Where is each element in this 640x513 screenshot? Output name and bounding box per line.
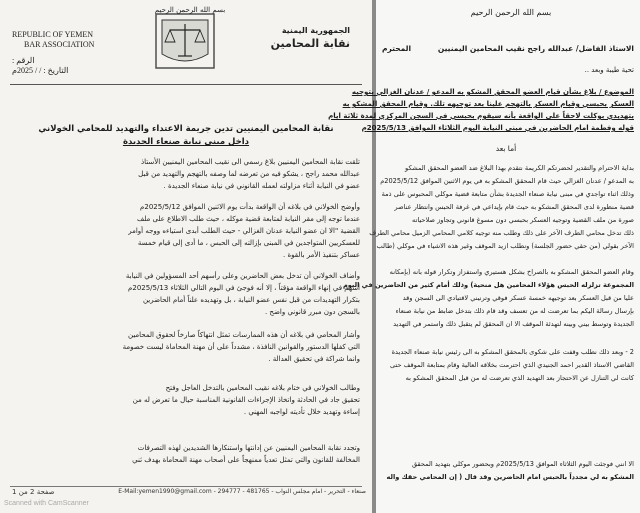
- body-line: وأضاف الخولاني أن تدخل بعض الحاضرين وعلى رأسهم أحد المسؤولين في النيابة: [125, 272, 360, 280]
- body-line: بالسجن دون مبرر قانوني واضح .: [264, 308, 360, 316]
- header-en-org: BAR ASSOCIATION: [24, 40, 95, 49]
- footer-divider: [10, 486, 362, 487]
- body-line: القضية "الا ان عضو النيابة عدنان الغزالي - حيث الطلب أبدى استياءه ووجه أوامر: [128, 227, 360, 235]
- letter-addressee: الاستاذ الفاضل/ عبدالله راجح نقيب المحامين اليمنيين: [437, 44, 634, 53]
- header-ar-country: الجمهورية اليمنية: [281, 26, 350, 35]
- bar-association-emblem-icon: [150, 10, 220, 72]
- letter-body-line: القاضي الاستاذ القدير احمد الجنيدي الذي احترمت بخلاقه العالية وقام بمتابعة الموقف حتى: [390, 361, 634, 369]
- body-line: وأشار المحامي في بلاغه أن هذه الممارسات تمثل انتهاكاً صارخاً لحقوق المحامين: [127, 331, 360, 339]
- letter-basmala: بسم الله الرحمن الرحيم: [470, 8, 552, 17]
- letter-body-line: الجديدة وتوسط بيني وبينه لتهدئة الموقف الا ان المحقق لم يتقبل ذلك واستمر في التهديد: [393, 320, 634, 328]
- letter-greeting: تحية طيبة وبعد ..: [584, 66, 634, 74]
- press-title-line-2: داخل مبنى نيابة صنعاء الجديدة: [122, 137, 250, 147]
- body-line: وطالب الخولاني في ختام بلاغه نقيب المحامين بالتدخل العاجل وفتح: [165, 384, 360, 392]
- subject-line: العسكر بحبسي وقيام العسكر بالتهجم علينا بعد توجيهه تلك. وقيام المحقق المشكو به: [342, 100, 634, 108]
- body-line: للعسكريين المتواجدين في المبنى بإزالته إلى الحبس ، ما أدى إلى قيام خمسة: [137, 239, 360, 247]
- letter-body-line: وقام العضو المحقق المشكو به بالصراخ بشكل هستيري واستفزاز وتكرار قوله بانه (بإمكانه: [389, 268, 634, 276]
- letter-body-line: بإرسال رسالة اليكم بما تعرضت له من تعسف وقد قام ذلك بتدخل ضابط من نيابة صنعاء: [395, 307, 634, 315]
- body-line: عساكر بتنفيذ الأمر بالقوة .: [283, 251, 360, 259]
- header-ar-org: نقابة المحامين: [270, 37, 350, 50]
- letter-body-line: قضية منظورة لدى المحقق المشكو به حيث قام بإيداعي في غرفة الحبس وانتظار عناصر: [394, 203, 634, 211]
- camscanner-watermark: Scanned with CamScanner: [4, 500, 89, 507]
- ref-label: الرقم :: [12, 56, 35, 65]
- right-document-page: [328, 0, 640, 513]
- page-number: صفحة 2 من 1: [12, 488, 55, 496]
- letter-body-line: ذلك تدخل محامي الطرف الآخر على ذلك وطلب منه توجيه كلامي المحامي الزميل محامي الطرف: [369, 229, 634, 237]
- letter-salutation: أما بعد: [495, 144, 517, 153]
- body-line: عبدالله محمد راجح ، يشكو فيه من تعرضه لما وصفه بالتهجم والتهديد من قبل: [138, 170, 360, 178]
- letter-body-line: الا انني فوجئت اليوم الثلاثاء الموافق 2025/5/13م وبحضور موكلي بتهديد المحقق: [412, 460, 634, 468]
- subject-line: بتهديدي بوكلت لاحقاً على الواقعة بأنه سيقوم بحبسي في السجن المركزي لمدة ثلاثة ايام: [328, 112, 634, 120]
- letter-body-line: عليا من قبل العسكر بعد توجيهه خمسة عسكر فوقي وترنيني لاقتيادي الى السجن وقد: [402, 294, 634, 302]
- body-line: وتجدد نقابة المحامين اليمنيين عن إدانتها واستنكارها الشديدين لهذه التصرفات: [137, 444, 360, 452]
- body-line: إساءة وتهديد خلال تأديته لواجبه المهني .: [243, 408, 360, 416]
- body-line: عندما توجه إلى مقر النيابة لمتابعة قضية موكله ، حيث طلب الاطلاع على ملف: [136, 215, 360, 223]
- header-basmala: بسم الله الرحمن الرحيم: [154, 6, 226, 14]
- letter-body-line: به المدعو / عدنان الغزالي حيث قام المحقق المشكو به في يوم الاثنين الموافق 2025/5/12م: [380, 177, 634, 185]
- subject-line: الموضوع / بلاغ بشأن قيام العضو المحقق المشكو به المدعو / عدنان الغزالي بتوجيه: [351, 88, 634, 96]
- header-en-country: REPUBLIC OF YEMEN: [12, 30, 94, 39]
- letter-body-line: المجموعة تزلزله الحبس هؤلاء المحامين هل منحية) وذلك أمام كثير من الحاضرين في اليوم: [342, 281, 634, 289]
- letter-body-line: المشكو به لي مجدداً بالحبس امام الحاضرين وقد قال ( إن المحامي حقك واله: [386, 473, 634, 481]
- body-line: بتكرار التهديدات من قبل نفس عضو النيابة ، بل وتهديده علناً أمام الحاضرين: [142, 296, 360, 304]
- letter-body-line: كانت لي التنازل عن الاحتجاز بعد التهديد الذي تعرضت له من قبل المحقق المشكو به: [405, 374, 634, 382]
- footer-contact: صنعاء - التحرير - امام مجلس النواب - E-Mail:yemen1990@gmail.com - 294777 - 481765: [118, 488, 366, 495]
- body-line: تلقت نقابة المحامين اليمنيين بلاغ رسمي الى نقيب المحامين اليمنيين الأستاذ: [141, 158, 360, 166]
- body-line: المخالفة للقانون والتي تمثل تعدياً ممنهجاً على أصحاب مهنة المحاماة بهدف ثني: [132, 456, 360, 464]
- letter-body-line: وذلك اثناء تواجدي في مبنى نيابة صنعاء الجديدة بشأن متابعة قضية موكلي المحبوس على ذمة: [381, 190, 634, 198]
- letter-body-line: بداية الاحترام والتقدير لحضرتكم الكريمة نتقدم بهذا البلاغ ضد العضو المحقق المشكو: [405, 164, 634, 172]
- subject-line: قوله وفطمة امام الحاضرين في مبنى النيابة اليوم الثلاثاء الموافق 2025/5/13م: [361, 124, 634, 132]
- body-line: عضو في النيابة أثناء مزاولته لعمله القانوني في نيابة صنعاء الجديدة .: [163, 182, 360, 190]
- body-line: تحقيق جاد في الحادثة واتخاذ الإجراءات القانونية المناسبة حيال ما تعرض له من: [132, 396, 360, 404]
- date-label: التاريخ : / / 2025م: [12, 66, 69, 75]
- letter-body-line: 2 - وبعد ذلك نطلب وقفت على شكوى بالمحقق المشكو به الى رئيس نيابة صنعاء الجديدة: [391, 348, 634, 356]
- header-divider: [10, 84, 362, 85]
- press-title-line-1: نقابة المحامين اليمنيين تدين جريمة الاعتداء والتهديد للمحامي الخولاني: [38, 124, 334, 134]
- letter-body-line: صورة من ملف القضية وتوجيه العسكر بحبسي دون مسوغ قانوني وتجاوز صلاحياته: [412, 216, 634, 224]
- letter-honorific: المحترم: [382, 44, 412, 53]
- header-english: [12, 30, 94, 76]
- body-line: التي كفلها الدستور والقوانين النافذة ، مشدداً على أن مهنة المحاماة ليست خصومة: [122, 343, 360, 351]
- body-line: وأوضح الخولاني في بلاغه أن الواقعة بدأت يوم الاثنين الموافق 2025/5/12م: [140, 203, 360, 211]
- letter-body-line: الآخر بقولي (من حقي حضور الجلسة) ونطلب ازيد الموقف وغير هذه الاشياء في موكلي (طالب: [376, 242, 634, 250]
- body-line: أسهم في إنهاء الواقعة مؤقتاً ، إلا أنه فوجئ في اليوم التالي الثلاثاء 2025/5/13م: [128, 284, 360, 292]
- body-line: وانما شراكة في تحقيق العدالة .: [268, 355, 360, 363]
- header-arabic: [271, 26, 350, 50]
